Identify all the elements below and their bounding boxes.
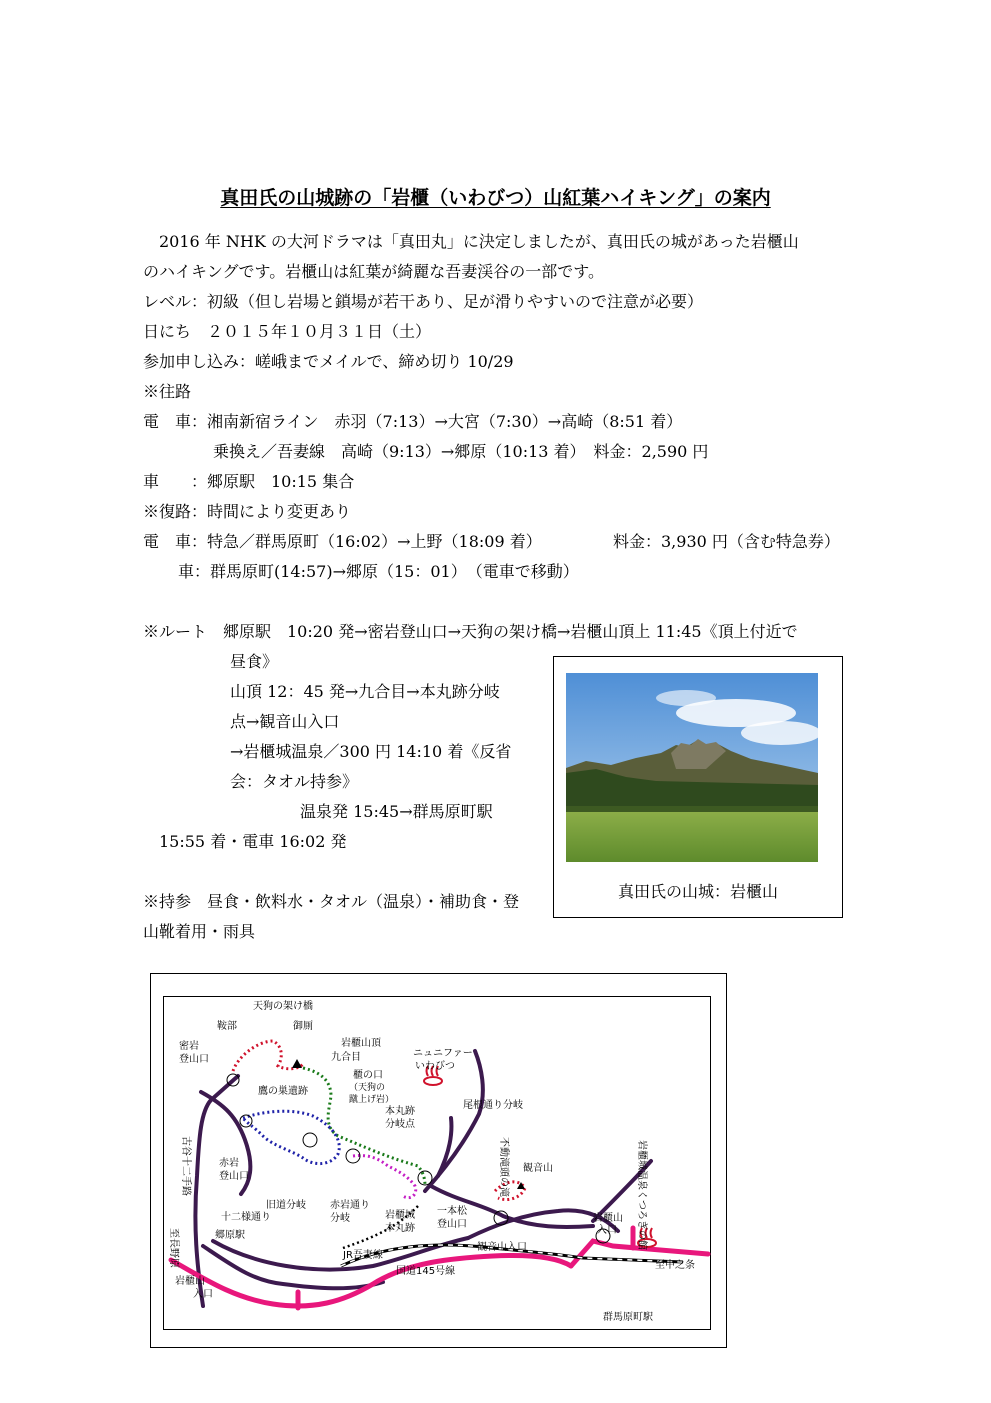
level-line: レベル：初級（但し岩場と鎖場が若干あり、足が滑りやすいので注意が必要） (143, 292, 704, 311)
map-label-junisama: 十二様通り (221, 1212, 271, 1223)
map-label-takanosu: 鷹の巣遺跡 (258, 1086, 308, 1097)
map-label-gunma: 群馬原町駅 (603, 1312, 653, 1323)
map-label-fudo: 不動滝頭の滝 (498, 1137, 509, 1197)
intro-line-2: のハイキングです。岩櫃山は紅葉が綺麗な吾妻渓谷の一部です。 (143, 262, 604, 281)
route-line-7: 温泉発 15:45→群馬原町駅 (300, 802, 493, 821)
return-line-2: 車：群馬原町(14:57)→郷原（15：01） （電車で移動） (178, 562, 579, 581)
map-label-kannon-entry: 観音山入口 (477, 1242, 527, 1253)
map-label-akaiwa-road-1: 赤岩通り (330, 1200, 370, 1211)
map-label-kyudo: 旧道分岐 (266, 1200, 306, 1211)
map-label-left-entry-1: 岩櫃山 (175, 1276, 205, 1287)
map-label-ipponmatsu-1: 一本松 (437, 1206, 467, 1217)
map-label-naganohara: 至長野原 (168, 1228, 179, 1268)
map-label-kyugome: 九合目 (331, 1052, 361, 1063)
return-heading: ※復路：時間により変更あり (143, 502, 352, 521)
map-label-hitsu-2: （天狗の (349, 1083, 386, 1093)
map-label-furuya: 古谷十二手路 (180, 1136, 191, 1196)
map-label-onsen: 岩櫃城温泉くつろぎの館 (636, 1140, 647, 1250)
mountain-photo (566, 673, 818, 862)
map-label-left-entry-2: 入口 (193, 1289, 213, 1300)
route-line-1: ※ルート 郷原駅 10:20 発→密岩登山口→天狗の架け橋→岩櫃山頂上 11:45《頂上付近で (143, 622, 798, 641)
route-line-3: 山頂 12：45 発→九合目→本丸跡分岐 (230, 682, 500, 701)
train-line-2: 乗換え／吾妻線 高崎（9:13）→郷原（10:13 着） 料金：2,590 円 (213, 442, 709, 461)
map-label-route145: 国道145号線 (396, 1266, 456, 1277)
map-label-castle-1: 岩櫃城 (385, 1210, 415, 1221)
route-line-4: 点→観音山入口 (230, 712, 340, 731)
map-label-kannon: 観音山 (523, 1163, 553, 1174)
map-label-mitsuiwa-2: 登山口 (179, 1054, 209, 1065)
map-label-gobyo: 御厠 (293, 1021, 313, 1032)
map-label-akaiwa-2: 登山口 (219, 1171, 249, 1182)
route-line-8: 15:55 着・電車 16:02 発 (159, 832, 347, 851)
map-label-castle-2: 本丸跡 (385, 1223, 415, 1234)
map-label-mitsuiwa-1: 密岩 (179, 1041, 199, 1052)
date-line: 日にち ２０１５年１０月３１日（土） (143, 322, 432, 341)
map-label-hitsu-1: 櫃の口 (353, 1070, 383, 1081)
map-label-hitsu-3: 蹴上げ岩） (349, 1095, 395, 1105)
page-title: 真田氏の山城跡の「岩櫃（いわびつ）山紅葉ハイキング」の案内 (220, 187, 771, 209)
route-line-2: 昼食》 (230, 652, 279, 671)
bring-line-2: 山靴着用・雨具 (143, 922, 256, 941)
map-label-akaiwa-1: 赤岩 (219, 1158, 239, 1169)
map-label-iwabitsu-entry-1: 岩櫃山 (593, 1213, 623, 1224)
intro-line-1: 2016 年 NHK の大河ドラマは「真田丸」に決定しましたが、真田氏の城があった岩櫃山 (159, 232, 799, 251)
map-label-conifer-1: ニュニファー (413, 1048, 473, 1059)
return-line-1: 電 車：特急／群馬原町（16:02）→上野（18:09 着） (143, 532, 542, 551)
outbound-heading: ※往路 (143, 382, 192, 401)
map-label-honmaru-2: 分岐点 (385, 1119, 415, 1130)
photo-frame (553, 656, 843, 918)
photo-caption: 真田氏の山城：岩櫃山 (617, 882, 778, 901)
train-line-1: 電 車：湘南新宿ライン 赤羽（7:13）→大宮（7:30）→高崎（8:51 着） (143, 412, 683, 431)
map-label-iwabitsu-entry-2: 入口 (597, 1225, 617, 1236)
route-line-5: →岩櫃城温泉／300 円 14:10 着《反省 (230, 742, 512, 761)
car-line: 車 ：郷原駅 10:15 集合 (143, 472, 355, 491)
route-line-6: 会：タオル持参》 (230, 772, 359, 791)
map-label-akaiwa-road-2: 分岐 (330, 1213, 350, 1224)
map-frame (150, 973, 727, 1348)
map-label-ipponmatsu-2: 登山口 (437, 1219, 467, 1230)
apply-line: 参加申し込み：嵯峨までメイルで、締め切り 10/29 (143, 352, 514, 371)
map-label-kurabe: 鞍部 (217, 1021, 237, 1032)
map-label-summit: 岩櫃山頂 (341, 1038, 381, 1049)
map-label-conifer-2: いわびつ (415, 1061, 455, 1072)
route-map (163, 996, 711, 1330)
map-label-agatsuma: JR吾妻線 (343, 1250, 383, 1261)
map-label-gobara: 郷原駅 (215, 1230, 245, 1241)
return-fee: 料金：3,930 円（含む特急券） (613, 532, 840, 551)
map-label-honmaru-1: 本丸跡 (385, 1106, 415, 1117)
bring-line-1: ※持参 昼食・飲料水・タオル（温泉）・補助食・登 (143, 892, 520, 911)
map-label-one-road: 尾根通り分岐 (463, 1100, 523, 1111)
map-label-tengu: 天狗の架け橋 (253, 1001, 313, 1012)
map-label-nakanojo: 至中之条 (655, 1260, 695, 1271)
